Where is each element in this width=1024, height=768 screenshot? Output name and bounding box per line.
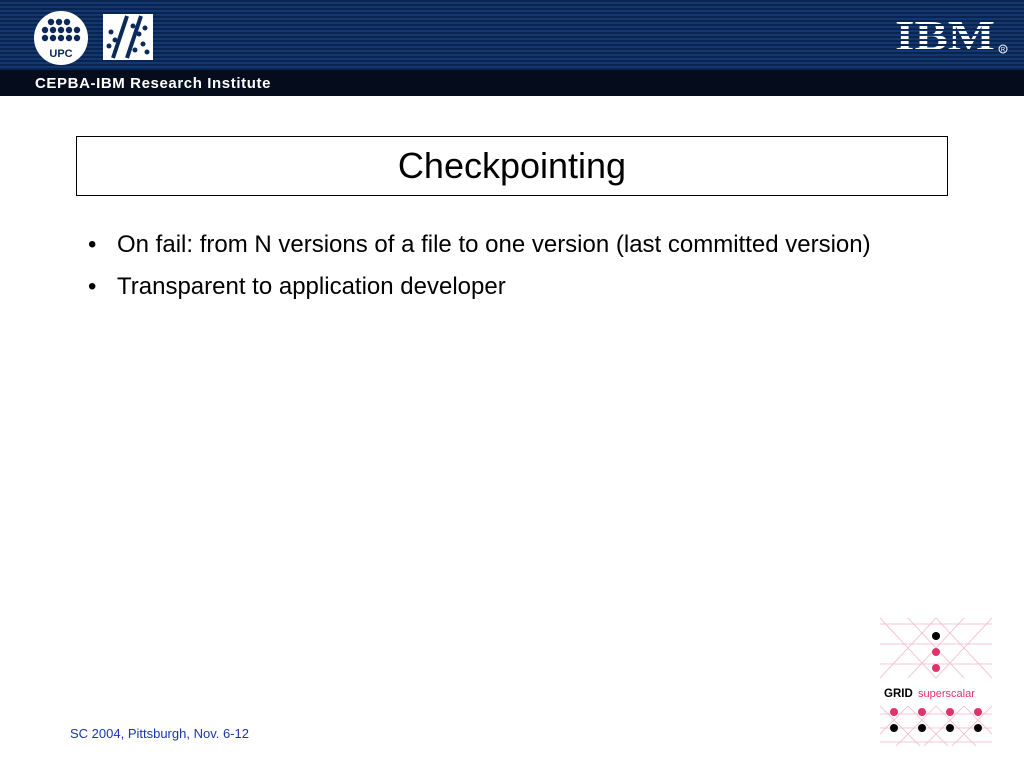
bullet-item (88, 270, 948, 303)
slide-header (0, 0, 1024, 96)
upc-logo-text: UPC (49, 48, 73, 60)
footer-text: SC 2004, Pittsburgh, Nov. 6-12 (70, 726, 249, 741)
title-box (76, 136, 948, 196)
superscalar-word: superscalar (918, 688, 975, 700)
bullet-text: Transparent to application developer (117, 273, 506, 300)
bullet-list (88, 228, 948, 312)
bullet-point-icon: • (88, 273, 97, 300)
svg-text:R: R (1000, 47, 1006, 54)
cepba-logo-icon (103, 14, 153, 60)
slide-title: Checkpointing (397, 145, 627, 186)
bullet-text: On fail: from N versions of a file to one version (last committed version) (117, 231, 871, 258)
grid-word: GRID (884, 688, 913, 700)
ibm-logo-text: IBM (895, 16, 995, 56)
bullet-item (88, 228, 948, 261)
ibm-logo-icon (893, 16, 1009, 56)
institute-name: CEPBA-IBM Research Institute (35, 75, 272, 92)
header-stripes (0, 0, 1024, 70)
bullet-point-icon: • (88, 231, 97, 258)
upc-logo-icon (33, 10, 89, 66)
grid-superscalar-logo-icon (880, 618, 992, 746)
